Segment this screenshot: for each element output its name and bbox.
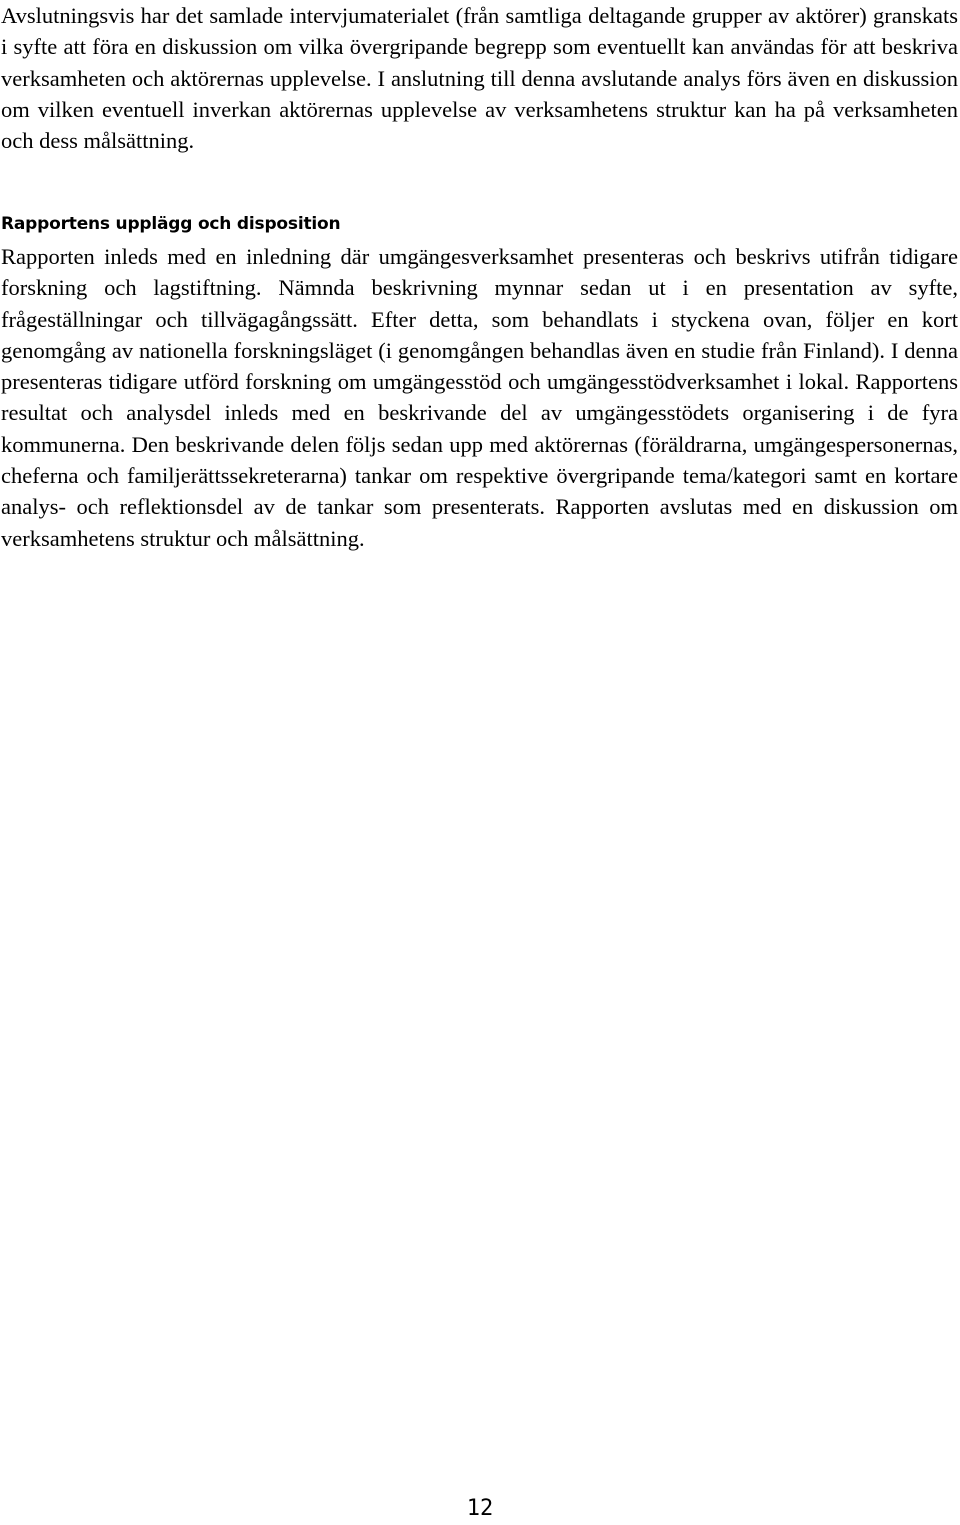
body-paragraph-disposition: Rapporten inleds med en inledning där umgängesverksamhet presenteras och beskrivs utifrån tidigare forskning och lagstiftning. Nämnda beskrivning mynnar sedan ut i en presentation av syfte, frågeställningar och tillvägagångssätt. Efter detta, som behandlats i styckena ovan, följer en kort genomgång av nationella forskningsläget (i genomgången behandlas även en studie från Finland). I denna presenteras tidigare utförd forskning om umgängesstöd och umgängesstödverksamhet i lokal. Rapportens resultat och analysdel inleds med en beskrivande del av umgängesstödets organisering i de fyra kommunerna. Den beskrivande delen följs sedan upp med aktörernas (föräldrarna, umgängespersonernas, cheferna och familjerättssekreterarna) tankar om respektive övergripande tema/kategori samt en kortare analys- och reflektionsdel av de tankar som presenterats. Rapporten avslutas med en diskussion om verksamhetens struktur och målsättning. [1,244,958,551]
body-paragraph-intro: Avslutningsvis har det samlade intervjumaterialet (från samtliga deltagande grupper av aktörer) granskats i syfte att föra en diskussion om vilka övergripande begrepp som eventuellt kan användas för att beskriva verksamheten och aktörernas upplevelse. I anslutning till denna avslutande analys förs även en diskussion om vilken eventuell inverkan aktörernas upplevelse av verksamhetens struktur kan ha på verksamheten och dess målsättning. [1,3,958,154]
section-heading: Rapportens upplägg och disposition [1,214,341,234]
page-number: 12 [466,1496,494,1521]
